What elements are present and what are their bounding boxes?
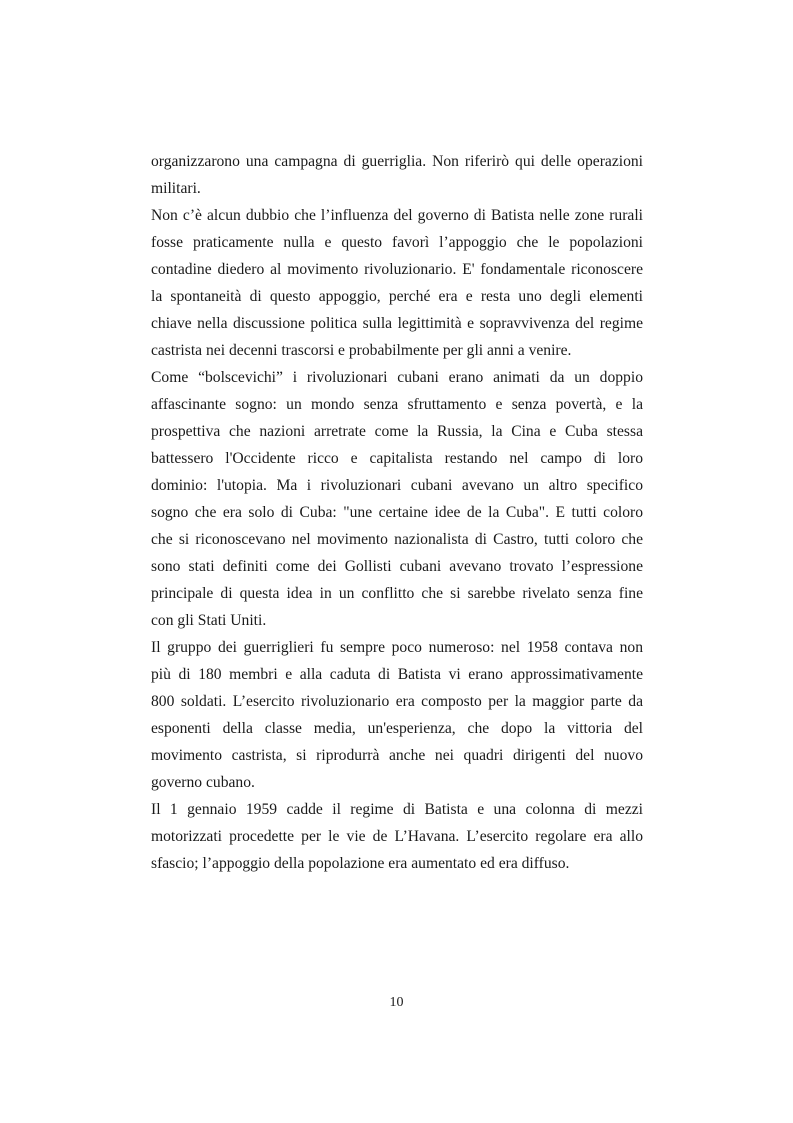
text-line: che si riconoscevano nel movimento nazionalista di Castro, tutti coloro che <box>151 531 643 548</box>
text-line: chiave nella discussione politica sulla legittimità e sopravvivenza del regime <box>151 315 643 332</box>
body-text <box>151 148 643 877</box>
text-line: Il 1 gennaio 1959 cadde il regime di Batista e una colonna di mezzi <box>151 801 643 818</box>
text-line: principale di questa idea in un conflitto che si sarebbe rivelato senza fine <box>151 585 643 602</box>
text-line: esponenti della classe media, un'esperienza, che dopo la vittoria del <box>151 720 643 737</box>
text-line: governo cubano. <box>151 774 255 791</box>
text-line: contadine diedero al movimento rivoluzionario. E' fondamentale riconoscere <box>151 261 643 278</box>
text-line: movimento castrista, si riprodurrà anche nei quadri dirigenti del nuovo <box>151 747 643 764</box>
text-line: castrista nei decenni trascorsi e probabilmente per gli anni a venire. <box>151 342 572 359</box>
text-line: sfascio; l’appoggio della popolazione era aumentato ed era diffuso. <box>151 855 570 872</box>
text-line: affascinante sogno: un mondo senza sfruttamento e senza povertà, e la <box>151 396 643 413</box>
text-line: più di 180 membri e alla caduta di Batista vi erano approssimativamente <box>151 666 643 683</box>
text-line: con gli Stati Uniti. <box>151 612 267 629</box>
text-line: fosse praticamente nulla e questo favorì l’appoggio che le popolazioni <box>151 234 643 251</box>
text-line: sono stati definiti come dei Gollisti cubani avevano trovato l’espressione <box>151 558 643 575</box>
text-line: la spontaneità di questo appoggio, perché era e resta uno degli elementi <box>151 288 643 305</box>
text-line: Non c’è alcun dubbio che l’influenza del governo di Batista nelle zone rurali <box>151 207 643 224</box>
text-line: sogno che era solo di Cuba: "une certaine idee de la Cuba". E tutti coloro <box>151 504 643 521</box>
text-line: Come “bolscevichi” i rivoluzionari cubani erano animati da un doppio <box>151 369 643 386</box>
text-line: organizzarono una campagna di guerriglia. Non riferirò qui delle operazioni <box>151 153 643 170</box>
text-line: battessero l'Occidente ricco e capitalista restando nel campo di loro <box>151 450 643 467</box>
text-line: prospettiva che nazioni arretrate come la Russia, la Cina e Cuba stessa <box>151 423 643 440</box>
text-line: dominio: l'utopia. Ma i rivoluzionari cubani avevano un altro specifico <box>151 477 643 494</box>
text-line: militari. <box>151 180 201 197</box>
text-line: 800 soldati. L’esercito rivoluzionario era composto per la maggior parte da <box>151 693 643 710</box>
text-line: motorizzati procedette per le vie de L’Havana. L’esercito regolare era allo <box>151 828 643 845</box>
text-line: Il gruppo dei guerriglieri fu sempre poco numeroso: nel 1958 contava non <box>151 639 643 656</box>
page-number: 10 <box>389 995 404 1010</box>
